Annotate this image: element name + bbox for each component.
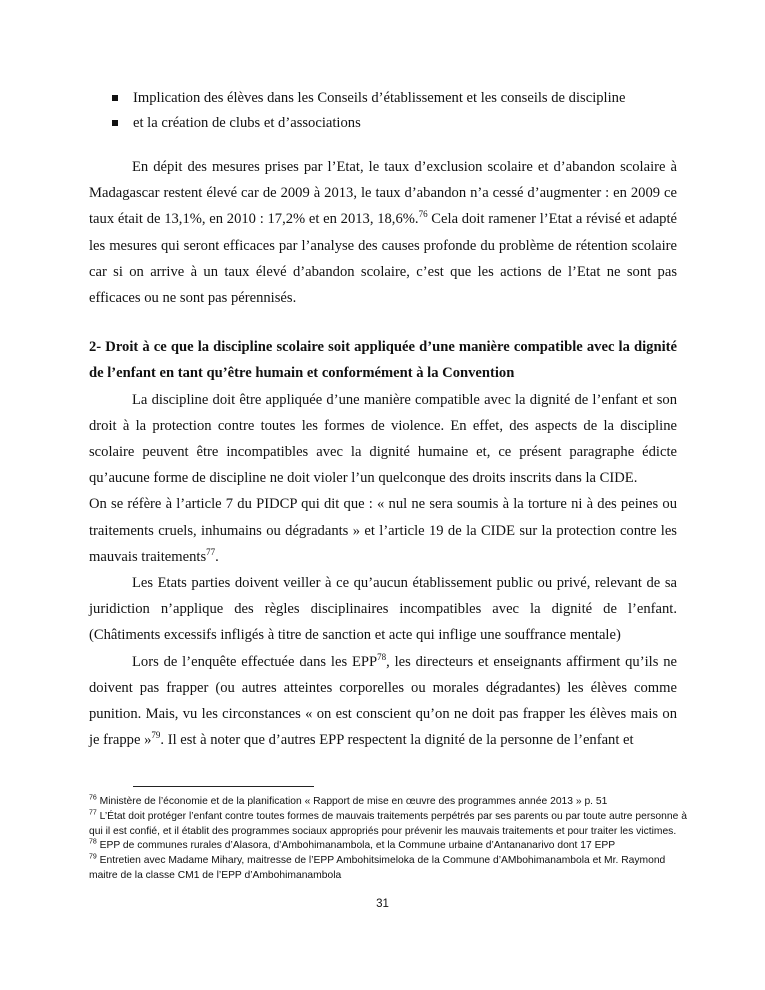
footnote-ref[interactable]: 78	[377, 651, 387, 662]
square-bullet-icon	[112, 95, 118, 101]
page-body	[89, 86, 677, 753]
footnote-ref[interactable]: 76	[418, 209, 428, 220]
square-bullet-icon	[112, 120, 118, 126]
paragraph-pidcp: On se réfère à l’article 7 du PIDCP qui dit que : « nul ne sera soumis à la torture ni à des peines ou traitements cruels, inhumains ou dégradants » et l’article 19 de la CIDE sur la protection contre les mauvais traitements$^{77}$.	[89, 496, 677, 565]
section-heading: 2- Droit à ce que la discipline scolaire soit appliquée d’une manière compatible avec la dignité de l’enfant en tant qu’être humain et conformément à la Convention	[89, 339, 677, 382]
footnote: $^{79}$ Entretien avec Madame Mihary, maitresse de l’EPP Ambohitsimeloka de la Commune d’AMbohimanambola et Mr. Raymond maitre de la classe CM1 de l’EPP d’Ambohimanambola	[89, 853, 666, 881]
footnote-ref[interactable]: 77	[206, 546, 216, 557]
footnote-separator	[133, 786, 314, 787]
paragraph-survey: Lors de l’enquête effectuée dans les EPP$^{78}$, les directeurs et enseignants affirment qu’ils ne doivent pas frapper (ou autres atteintes corporelles ou morales dégradantes) les élèves comme punition. Mais, vu les circonstances « on est conscient qu’on ne doit pas frapper les élèves mais on je frappe »$^{79}$. Il est à noter que d’autres EPP respectent la dignité de la personne de l’enfant et	[89, 651, 677, 749]
page-number: 31	[376, 898, 389, 910]
footnotes	[89, 795, 689, 884]
footnote: $^{78}$ EPP de communes rurales d’Alasora, d’Ambohimanambola, et la Commune urbaine d’Antananarivo dont 17 EPP	[89, 838, 616, 852]
list-item: et la création de clubs et d’associations	[89, 111, 677, 136]
list-item: Implication des élèves dans les Conseils d’établissement et les conseils de discipline	[89, 86, 677, 111]
footnote: $^{77}$ L’État doit protéger l’enfant contre toutes formes de mauvais traitements perpétrés par ses parents ou par toute autre personne à qui il est confié, et il établit des programmes sociaux appropriés pour prévenir les mauvais traitements et pour traiter les victimes.	[89, 809, 687, 837]
bullet-list	[89, 86, 677, 136]
footnote-ref[interactable]: 79	[151, 730, 161, 741]
footnote: $^{76}$ Ministère de l’économie et de la planification « Rapport de mise en œuvre des programmes année 2013 » p. 51	[89, 794, 608, 807]
paragraph-abandon-rate: En dépit des mesures prises par l’Etat, le taux d’exclusion scolaire et d’abandon scolaire à Madagascar restent élevé car de 2009 à 2013, le taux d’abandon n’a cessé d’augmenter : en 2009 ce taux était de 13,1%, en 2010 : 17,2% et en 2013, 18,6%.$^{76}$ Cela doit ramener l’Etat a révisé et adapté les mesures qui seront efficaces par l’analyse des causes profonde du problème de rétention scolaire car si on arrive à un taux élevé d’abandon scolaire, c’est que les actions de l’Etat ne sont pas efficaces ou ne sont pas pérennisés.	[89, 159, 677, 307]
paragraph-states-parties: Les Etats parties doivent veiller à ce qu’aucun établissement public ou privé, relevant de sa juridiction n’applique des règles disciplinaires incompatibles avec la dignité de l’enfant. (Châtiments excessifs infligés à titre de sanction et acte qui inflige une souffrance mentale)	[89, 575, 677, 644]
paragraph-discipline: La discipline doit être appliquée d’une manière compatible avec la dignité de l’enfant et son droit à la protection contre toutes les formes de violence. En effet, des aspects de la discipline scolaire peuvent être incompatibles avec la dignité humaine et, ce présent paragraphe édicte qu’aucune forme de discipline ne doit violer l’un quelconque des droits inscrits dans la CIDE.	[89, 391, 677, 487]
